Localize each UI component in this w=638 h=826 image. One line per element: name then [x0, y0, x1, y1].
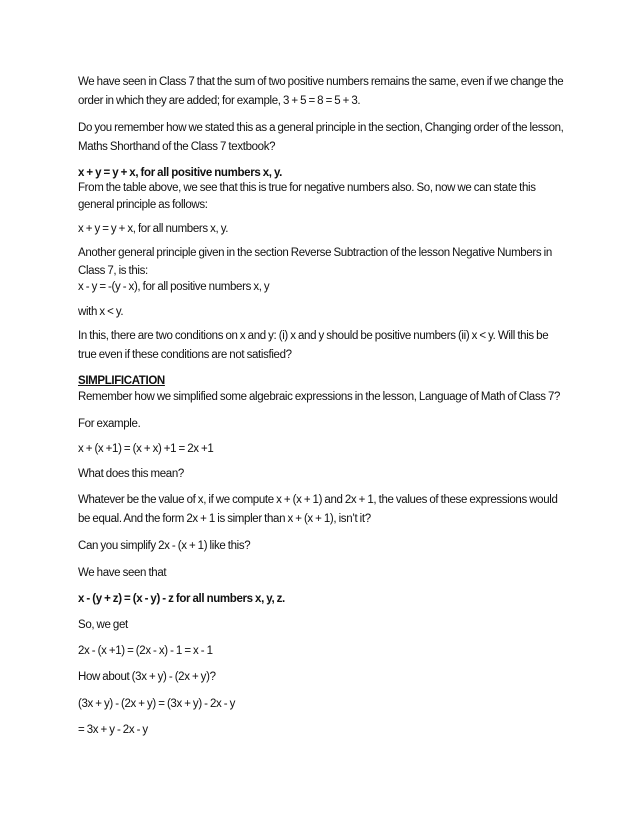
question-meaning: What does this mean?: [78, 468, 184, 480]
section-heading: SIMPLIFICATION: [78, 375, 165, 387]
equation-commutative-positive: x + y = y + x, for all positive numbers x, y.: [78, 167, 282, 179]
paragraph-whatever-line-2: be equal. And the form 2x + 1 is simpler than x + (x + 1), isn’t it?: [78, 513, 371, 525]
paragraph-conditions-line-2: true even if these conditions are not satisfied?: [78, 349, 292, 361]
paragraph-seen-that: We have seen that: [78, 567, 167, 579]
example-label: For example.: [78, 418, 141, 430]
equation-reverse-subtraction: x - y = -(y - x), for all positive numbers x, y: [78, 281, 270, 293]
equation-result-1: 2x - (x +1) = (2x - x) - 1 = x - 1: [78, 645, 213, 657]
equation-subtraction-rule: x - (y + z) = (x - y) - z for all numbers x, y, z.: [78, 593, 285, 605]
paragraph-another-line-1: Another general principle given in the section Reverse Subtraction of the lesson Negative Numbers in: [78, 247, 552, 259]
paragraph-whatever-line-1: Whatever be the value of x, if we compute x + (x + 1) and 2x + 1, the values of these expressions would: [78, 494, 558, 506]
paragraph-simplified-line: Remember how we simplified some algebraic expressions in the lesson, Language of Math of Class 7?: [78, 391, 561, 403]
paragraph-remember-line-1: Do you remember how we stated this as a general principle in the section, Changing order of the lesson,: [78, 122, 564, 134]
equation-result-2: (3x + y) - (2x + y) = (3x + y) - 2x - y: [78, 698, 235, 710]
equation-result-3: = 3x + y - 2x - y: [78, 724, 148, 736]
equation-simplify-example: x + (x +1) = (x + x) +1 = 2x +1: [78, 443, 214, 455]
equation-commutative-all: x + y = y + x, for all numbers x, y.: [78, 223, 229, 235]
paragraph-remember-line-2: Maths Shorthand of the Class 7 textbook?: [78, 141, 276, 153]
paragraph-commutative-line-1: We have seen in Class 7 that the sum of two positive numbers remains the same, even if we change the: [78, 76, 564, 88]
paragraph-so-we-get: So, we get: [78, 619, 128, 631]
paragraph-another-line-2: Class 7, is this:: [78, 265, 148, 277]
question-how-about: How about (3x + y) - (2x + y)?: [78, 671, 216, 683]
question-simplify: Can you simplify 2x - (x + 1) like this?: [78, 540, 251, 552]
paragraph-table-line-2: general principle as follows:: [78, 199, 208, 211]
paragraph-conditions-line-1: In this, there are two conditions on x and y: (i) x and y should be positive numbers (ii) x < y. Will this be: [78, 330, 549, 342]
paragraph-table-line-1: From the table above, we see that this is true for negative numbers also. So, now we can state this: [78, 182, 536, 194]
condition-line: with x < y.: [78, 306, 124, 318]
paragraph-commutative-line-2: order in which they are added; for example, 3 + 5 = 8 = 5 + 3.: [78, 95, 361, 107]
